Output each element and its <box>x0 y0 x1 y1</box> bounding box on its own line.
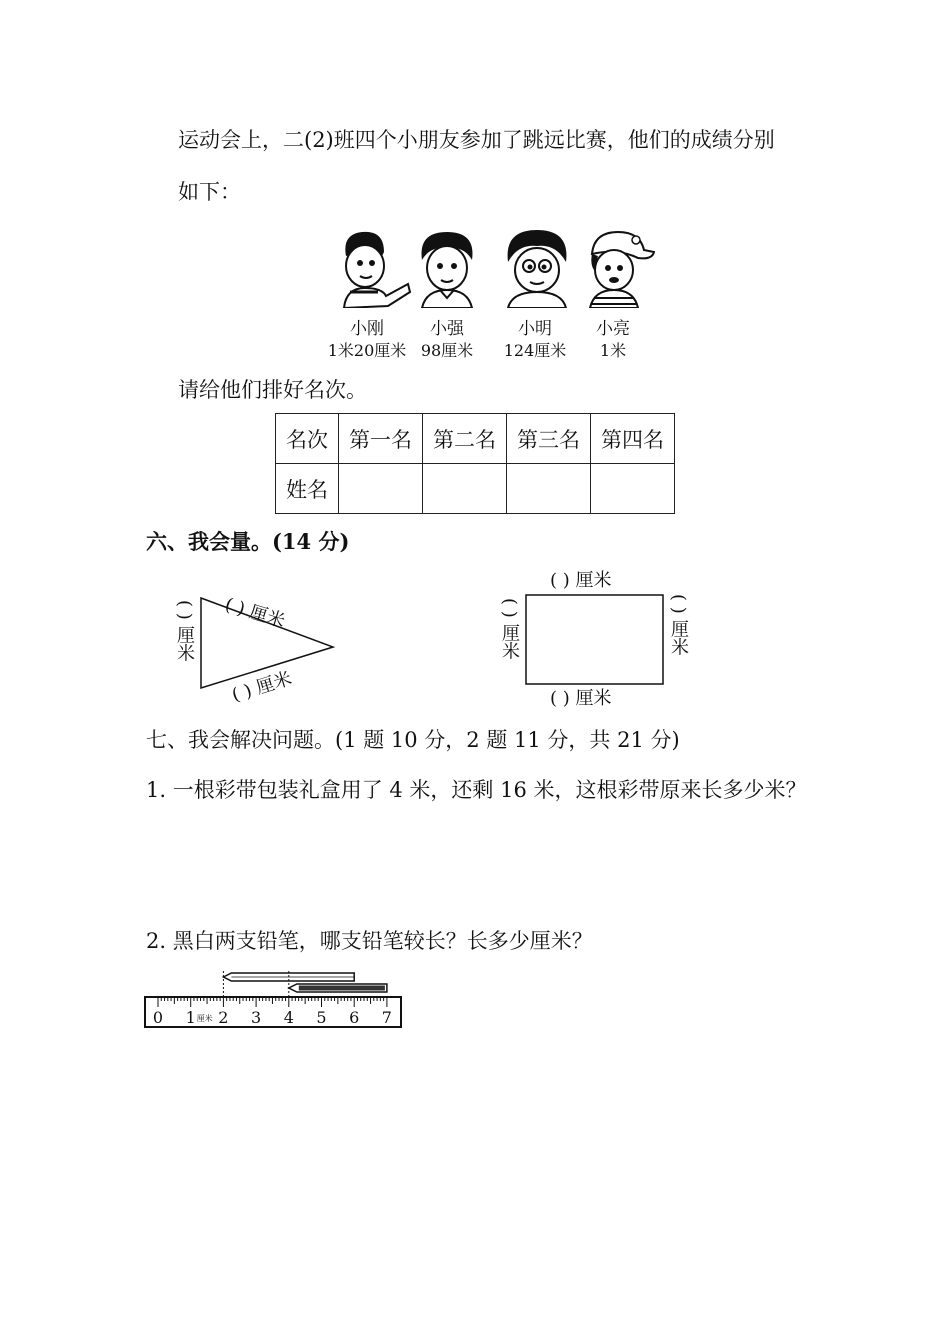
boy-with-cap-icon <box>578 226 658 308</box>
table-header-cell: 名次 <box>276 414 339 464</box>
answer-cell[interactable] <box>339 464 423 514</box>
boy-cartoon-icon <box>332 226 412 308</box>
rectangle-figure <box>524 593 666 687</box>
kid-score: 124厘米 <box>503 341 567 360</box>
boy-cartoon-icon <box>500 226 574 308</box>
triangle-left-label[interactable]: ( ) 厘米 <box>174 600 195 662</box>
kids-illustration <box>322 226 662 360</box>
ruler-number: 1 <box>185 1008 196 1027</box>
boy-cartoon-icon <box>412 226 482 308</box>
kid-xiaoqiang <box>402 226 492 360</box>
triangle-top-label[interactable]: ( ) 厘米 <box>222 594 288 633</box>
question-1: 1. 一根彩带包装礼盒用了 4 米，还剩 16 米，这根彩带原来长多少米？ <box>146 778 807 802</box>
ruler-unit-label: 厘米 <box>196 1014 213 1023</box>
kid-xiaogang <box>322 226 412 360</box>
rectangle-bottom-label[interactable]: ( ) 厘米 <box>550 688 612 709</box>
triangle-bottom-label[interactable]: ( ) 厘米 <box>229 668 295 707</box>
section-6-title: 六、我会量。(14 分) <box>146 529 350 554</box>
answer-cell[interactable] <box>423 464 507 514</box>
kid-name: 小明 <box>518 319 552 339</box>
rank-table <box>275 413 675 514</box>
ruler-body <box>145 997 401 1027</box>
kid-xiaoming <box>490 226 580 360</box>
ruler-figure <box>140 968 406 1034</box>
table-row-label: 姓名 <box>276 464 339 514</box>
ruler-number: 2 <box>218 1008 229 1027</box>
black-pencil <box>289 984 387 992</box>
answer-cell[interactable] <box>507 464 591 514</box>
ruler-number: 7 <box>381 1008 392 1027</box>
kid-score: 1米20厘米 <box>327 341 407 360</box>
kid-name: 小强 <box>430 319 464 339</box>
ruler-number: 4 <box>283 1008 294 1027</box>
ruler-number: 0 <box>152 1008 164 1027</box>
kid-score: 98厘米 <box>420 341 474 360</box>
intro-line-1: 运动会上，二(2)班四个小朋友参加了跳远比赛，他们的成绩分别 <box>178 128 775 152</box>
kid-name: 小刚 <box>350 319 384 339</box>
table-header-cell: 第二名 <box>423 414 507 464</box>
table-row <box>276 414 675 464</box>
intro-line-2: 如下： <box>178 180 241 204</box>
kid-name: 小亮 <box>596 319 630 339</box>
answer-cell[interactable] <box>591 464 675 514</box>
kid-xiaoliang <box>568 226 658 360</box>
table-header-cell: 第三名 <box>507 414 591 464</box>
table-header-cell: 第四名 <box>591 414 675 464</box>
black-pencil-fill <box>299 986 385 991</box>
question-2: 2. 黑白两支铅笔，哪支铅笔较长？长多少厘米？ <box>146 929 593 953</box>
table-header-cell: 第一名 <box>339 414 423 464</box>
rectangle-left-label[interactable]: ( ) 厘米 <box>499 598 520 660</box>
rectangle-right-label[interactable]: ( ) 厘米 <box>668 594 689 656</box>
ruler-number: 6 <box>349 1008 360 1027</box>
kid-score: 1米 <box>599 341 627 360</box>
section-7-title: 七、我会解决问题。(1 题 10 分，2 题 11 分，共 21 分) <box>146 728 680 752</box>
ruler-number: 5 <box>316 1008 327 1027</box>
ruler-number: 3 <box>251 1008 262 1027</box>
rank-prompt: 请给他们排好名次。 <box>178 378 367 402</box>
table-row <box>276 464 675 514</box>
rectangle-top-label[interactable]: ( ) 厘米 <box>550 570 612 591</box>
